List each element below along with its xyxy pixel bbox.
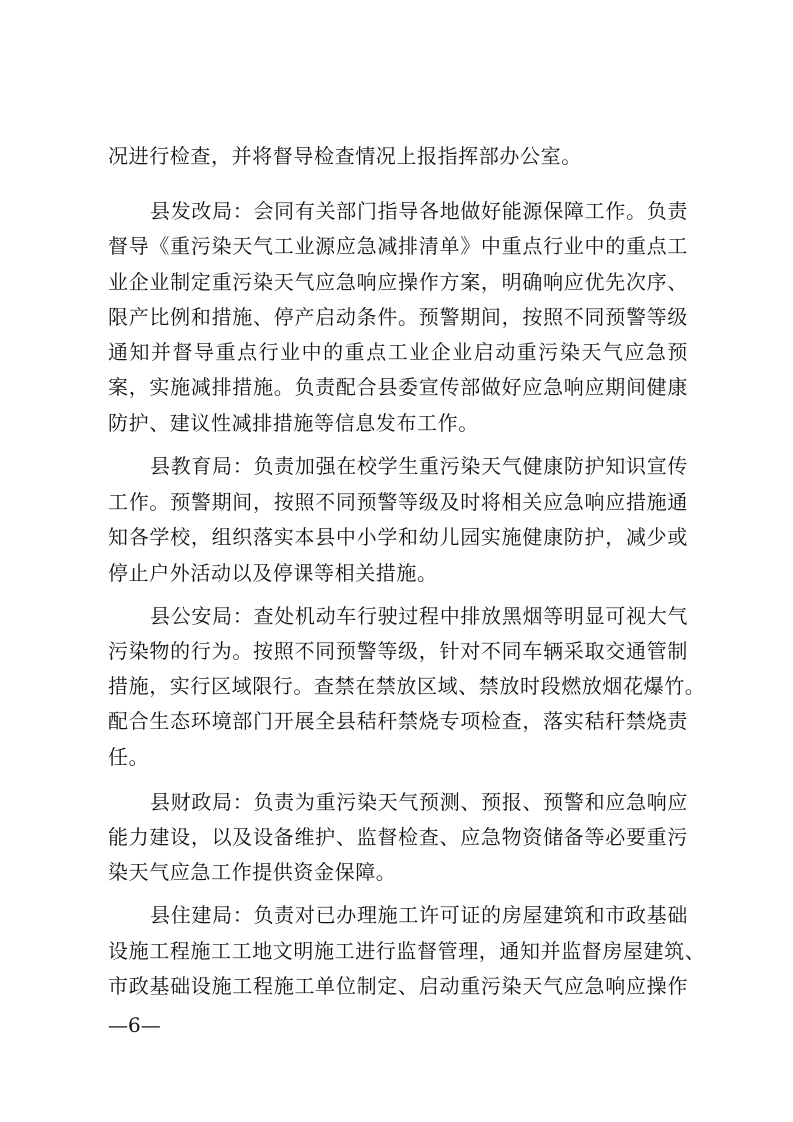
paragraph-line: 通知并督导重点行业中的重点工业企业启动重污染天气应急预	[108, 340, 688, 364]
paragraph-line: 市政基础设施工程施工单位制定、启动重污染天气应急响应操作	[108, 974, 688, 998]
paragraph-line: 任。	[108, 745, 150, 769]
paragraph-line: 措施，实行区域限行。查禁在禁放区域、禁放时段燃放烟花爆竹。	[108, 674, 706, 698]
paragraph-line: 设施工程施工工地文明施工进行监督管理，通知并监督房屋建筑、	[108, 939, 706, 963]
paragraph-line: 县住建局：负责对已办理施工许可证的房屋建筑和市政基础	[150, 903, 688, 927]
paragraph-line: 案，实施减排措施。负责配合县委宣传部做好应急响应期间健康	[108, 375, 688, 399]
paragraph-line: 知各学校，组织落实本县中小学和幼儿园实施健康防护，减少或	[108, 525, 688, 549]
paragraph-line: 染天气应急工作提供资金保障。	[108, 860, 397, 884]
page-number: —6—	[108, 1013, 161, 1037]
paragraph-line: 县财政局：负责为重污染天气预测、预报、预警和应急响应	[150, 790, 688, 814]
paragraph-line: 配合生态环境部门开展全县秸秆禁烧专项检查，落实秸秆禁烧责	[108, 709, 688, 733]
paragraph-line: 县发改局：会同有关部门指导各地做好能源保障工作。负责	[150, 199, 688, 223]
paragraph-line: 工作。预警期间，按照不同预警等级及时将相关应急响应措施通	[108, 490, 688, 514]
paragraph-line: 能力建设，以及设备维护、监督检查、应急物资储备等必要重污	[108, 825, 688, 849]
paragraph-line: 业企业制定重污染天气应急响应操作方案，明确响应优先次序、	[108, 270, 688, 294]
paragraph-line: 况进行检查，并将督导检查情况上报指挥部办公室。	[108, 144, 582, 168]
paragraph-line: 县教育局：负责加强在校学生重污染天气健康防护知识宣传	[150, 454, 688, 478]
paragraph-line: 限产比例和措施、停产启动条件。预警期间，按照不同预警等级	[108, 305, 688, 329]
paragraph-line: 防护、建议性减排措施等信息发布工作。	[108, 411, 479, 435]
paragraph-line: 污染物的行为。按照不同预警等级，针对不同车辆采取交通管制	[108, 639, 688, 663]
paragraph-line: 督导《重污染天气工业源应急减排清单》中重点行业中的重点工	[108, 234, 688, 258]
paragraph-line: 县公安局：查处机动车行驶过程中排放黑烟等明显可视大气	[150, 604, 688, 628]
paragraph-line: 停止户外活动以及停课等相关措施。	[108, 561, 438, 585]
